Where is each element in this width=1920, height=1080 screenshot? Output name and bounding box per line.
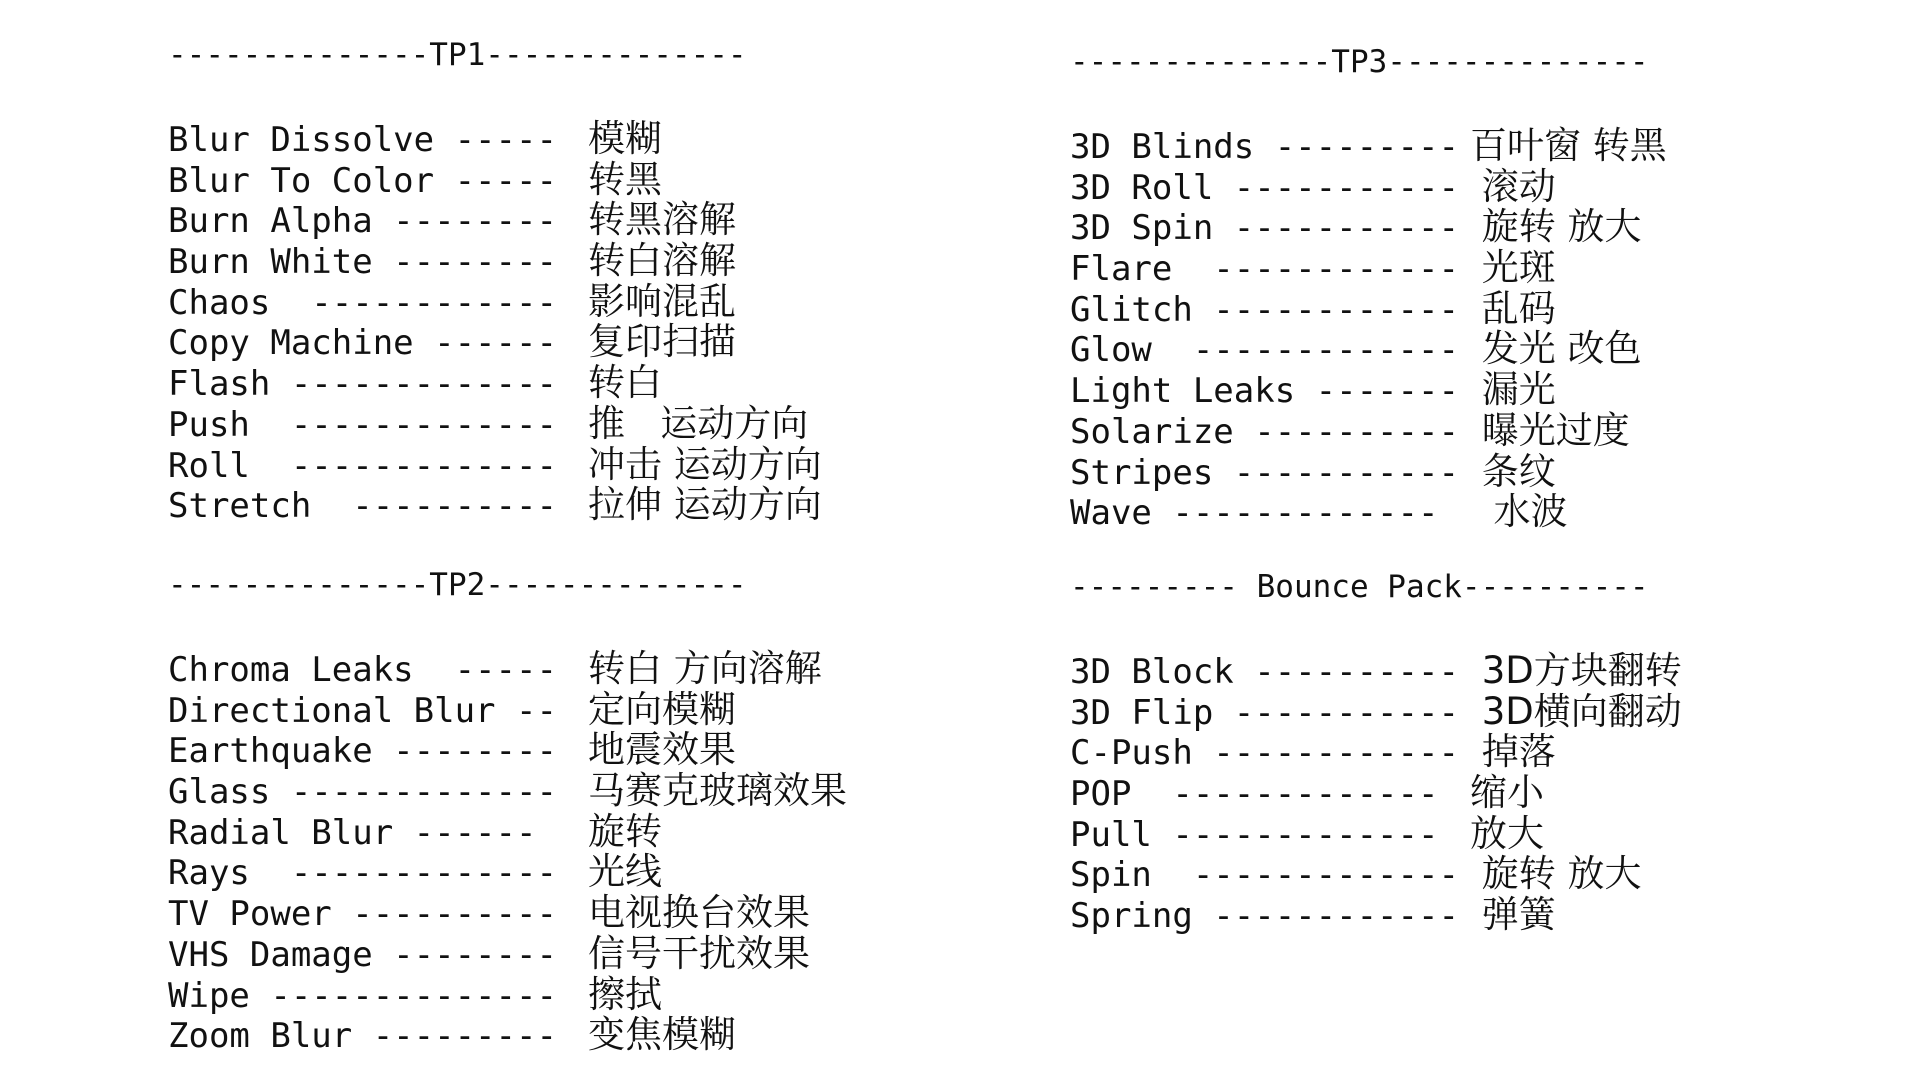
list-item — [1070, 286, 1667, 330]
list-item — [1070, 651, 1682, 692]
effect-description: 旋转 放大 — [1470, 205, 1642, 249]
effect-name: Chroma Leaks ----- — [168, 650, 557, 690]
list-item — [168, 1015, 847, 1056]
effect-description: 转白 — [588, 361, 662, 405]
effect-name: Glitch ------------ — [1070, 289, 1459, 330]
list-item — [168, 363, 822, 404]
effect-name: Wave ------------- — [1070, 493, 1439, 534]
list-item — [168, 687, 847, 731]
effect-name: Light Leaks ------- — [1070, 371, 1459, 412]
effect-description: 缩小 — [1470, 771, 1544, 815]
effect-name: Push ------------- — [168, 404, 557, 445]
effect-name: Zoom Blur --------- — [168, 1016, 557, 1057]
effect-name: Flash ------------- — [168, 364, 557, 405]
effect-name: Radial Blur ------ — [168, 812, 537, 853]
effect-description: 3D方块翻转 — [1470, 649, 1682, 692]
effect-description: 漏光 — [1470, 368, 1556, 412]
list-item — [168, 200, 822, 241]
section-tp2 — [168, 566, 847, 1056]
effect-description: 乱码 — [1470, 286, 1556, 330]
effect-description: 转白溶解 — [588, 239, 736, 283]
effect-name: 3D Roll ----------- — [1070, 167, 1459, 208]
list-item — [1070, 126, 1667, 167]
effect-name: Spin ------------- — [1070, 855, 1459, 896]
list-item — [168, 771, 847, 812]
list-item — [168, 972, 847, 1016]
effect-name: Roll ------------- — [168, 445, 557, 486]
effect-name: Earthquake -------- — [168, 731, 557, 772]
section-tp3 — [1070, 43, 1667, 533]
effect-name: 3D Spin ----------- — [1070, 208, 1459, 249]
effect-name: POP ------------- — [1070, 774, 1439, 815]
list-item — [1070, 732, 1682, 773]
section-title-tp2: --------------TP2-------------- — [168, 567, 747, 603]
effect-description: 条纹 — [1470, 449, 1556, 493]
effect-description: 拉伸 运动方向 — [588, 483, 822, 527]
effect-list-bounce-pack — [1070, 651, 1682, 936]
effect-name: 3D Block ---------- — [1070, 652, 1459, 692]
effect-description: 3D横向翻动 — [1470, 689, 1682, 733]
effect-description: 马赛克玻璃效果 — [588, 769, 847, 813]
list-item — [1070, 895, 1682, 936]
list-item — [168, 485, 822, 526]
list-item — [1070, 207, 1667, 248]
effect-description: 旋转 — [588, 809, 662, 853]
list-item — [168, 893, 847, 934]
section-title-tp1: --------------TP1-------------- — [168, 37, 747, 73]
list-item — [1070, 164, 1667, 208]
effect-name: VHS Damage -------- — [168, 934, 557, 975]
list-item — [168, 730, 847, 771]
list-item — [168, 322, 822, 363]
section-bounce-pack — [1070, 568, 1682, 936]
list-item — [168, 157, 822, 201]
list-item — [168, 649, 847, 690]
effect-name: Blur To Color ----- — [168, 160, 557, 201]
effect-name: Rays ------------- — [168, 853, 557, 894]
effect-description: 复印扫描 — [588, 320, 736, 364]
effect-description: 信号干扰效果 — [588, 931, 810, 975]
effect-description: 冲击 运动方向 — [588, 442, 822, 486]
effect-list-tp3 — [1070, 126, 1667, 533]
effect-description: 掉落 — [1470, 730, 1556, 774]
effect-name: 3D Blinds --------- — [1070, 127, 1459, 167]
list-item — [1070, 408, 1667, 452]
effect-name: Blur Dissolve ----- — [168, 120, 557, 160]
effect-description: 转黑溶解 — [588, 198, 736, 242]
list-item — [1070, 329, 1667, 370]
effect-name: Stripes ----------- — [1070, 452, 1459, 493]
effect-name: Stretch ---------- — [168, 486, 557, 527]
list-item — [168, 809, 847, 853]
section-title-tp3: --------------TP3-------------- — [1070, 44, 1649, 80]
effect-description: 光斑 — [1470, 246, 1556, 290]
effect-description: 滚动 — [1470, 164, 1556, 208]
list-item — [1070, 689, 1682, 733]
effect-name: Chaos ------------ — [168, 282, 557, 323]
effect-description: 地震效果 — [588, 728, 736, 772]
effect-name: Spring ------------ — [1070, 896, 1459, 937]
effect-description: 擦拭 — [588, 972, 662, 1016]
effect-description: 百叶窗 转黑 — [1470, 124, 1667, 167]
effect-description: 旋转 放大 — [1470, 852, 1642, 896]
effect-description: 弹簧 — [1470, 893, 1556, 937]
effect-name: Solarize ---------- — [1070, 411, 1459, 452]
list-item — [168, 401, 822, 445]
list-item — [1070, 248, 1667, 289]
list-item — [168, 279, 822, 323]
list-item — [168, 241, 822, 282]
effect-name: Copy Machine ------ — [168, 323, 557, 364]
list-item — [1070, 773, 1682, 814]
effect-description: 光线 — [588, 850, 662, 894]
effect-description: 放大 — [1470, 811, 1544, 855]
list-item — [168, 442, 822, 486]
effect-description: 发光 改色 — [1470, 327, 1642, 371]
effect-description: 定向模糊 — [588, 687, 736, 731]
effect-name: Burn White -------- — [168, 242, 557, 283]
effect-name: 3D Flip ----------- — [1070, 692, 1459, 733]
section-tp1 — [168, 36, 822, 526]
effect-description: 电视换台效果 — [588, 891, 810, 935]
effect-description: 水波 — [1470, 490, 1568, 534]
effect-description: 推 运动方向 — [588, 401, 809, 445]
list-item — [168, 852, 847, 893]
effect-list-tp1 — [168, 119, 822, 526]
list-item — [1070, 854, 1682, 895]
effect-description: 转黑 — [588, 157, 662, 201]
section-title-bounce-pack: --------- Bounce Pack---------- — [1070, 569, 1649, 605]
list-item — [1070, 449, 1667, 493]
list-item — [168, 119, 822, 160]
effect-name: C-Push ------------ — [1070, 733, 1459, 774]
list-item — [1070, 492, 1667, 533]
effect-name: Wipe -------------- — [168, 975, 557, 1016]
list-item — [1070, 811, 1682, 855]
effect-name: TV Power ---------- — [168, 894, 557, 935]
effect-name: Directional Blur -- — [168, 690, 557, 731]
effect-name: Flare ------------ — [1070, 249, 1459, 290]
effect-description: 转白 方向溶解 — [588, 647, 822, 690]
effect-description: 变焦模糊 — [588, 1013, 736, 1057]
effect-description: 曝光过度 — [1470, 408, 1630, 452]
effect-name: Burn Alpha -------- — [168, 201, 557, 242]
effect-name: Pull ------------- — [1070, 814, 1439, 855]
list-item — [1070, 370, 1667, 411]
effect-name: Glass ------------- — [168, 772, 557, 813]
effect-description: 模糊 — [588, 117, 662, 160]
effect-name: Glow ------------- — [1070, 330, 1459, 371]
effect-description: 影响混乱 — [588, 279, 736, 323]
effect-list-tp2 — [168, 649, 847, 1056]
list-item — [168, 931, 847, 975]
